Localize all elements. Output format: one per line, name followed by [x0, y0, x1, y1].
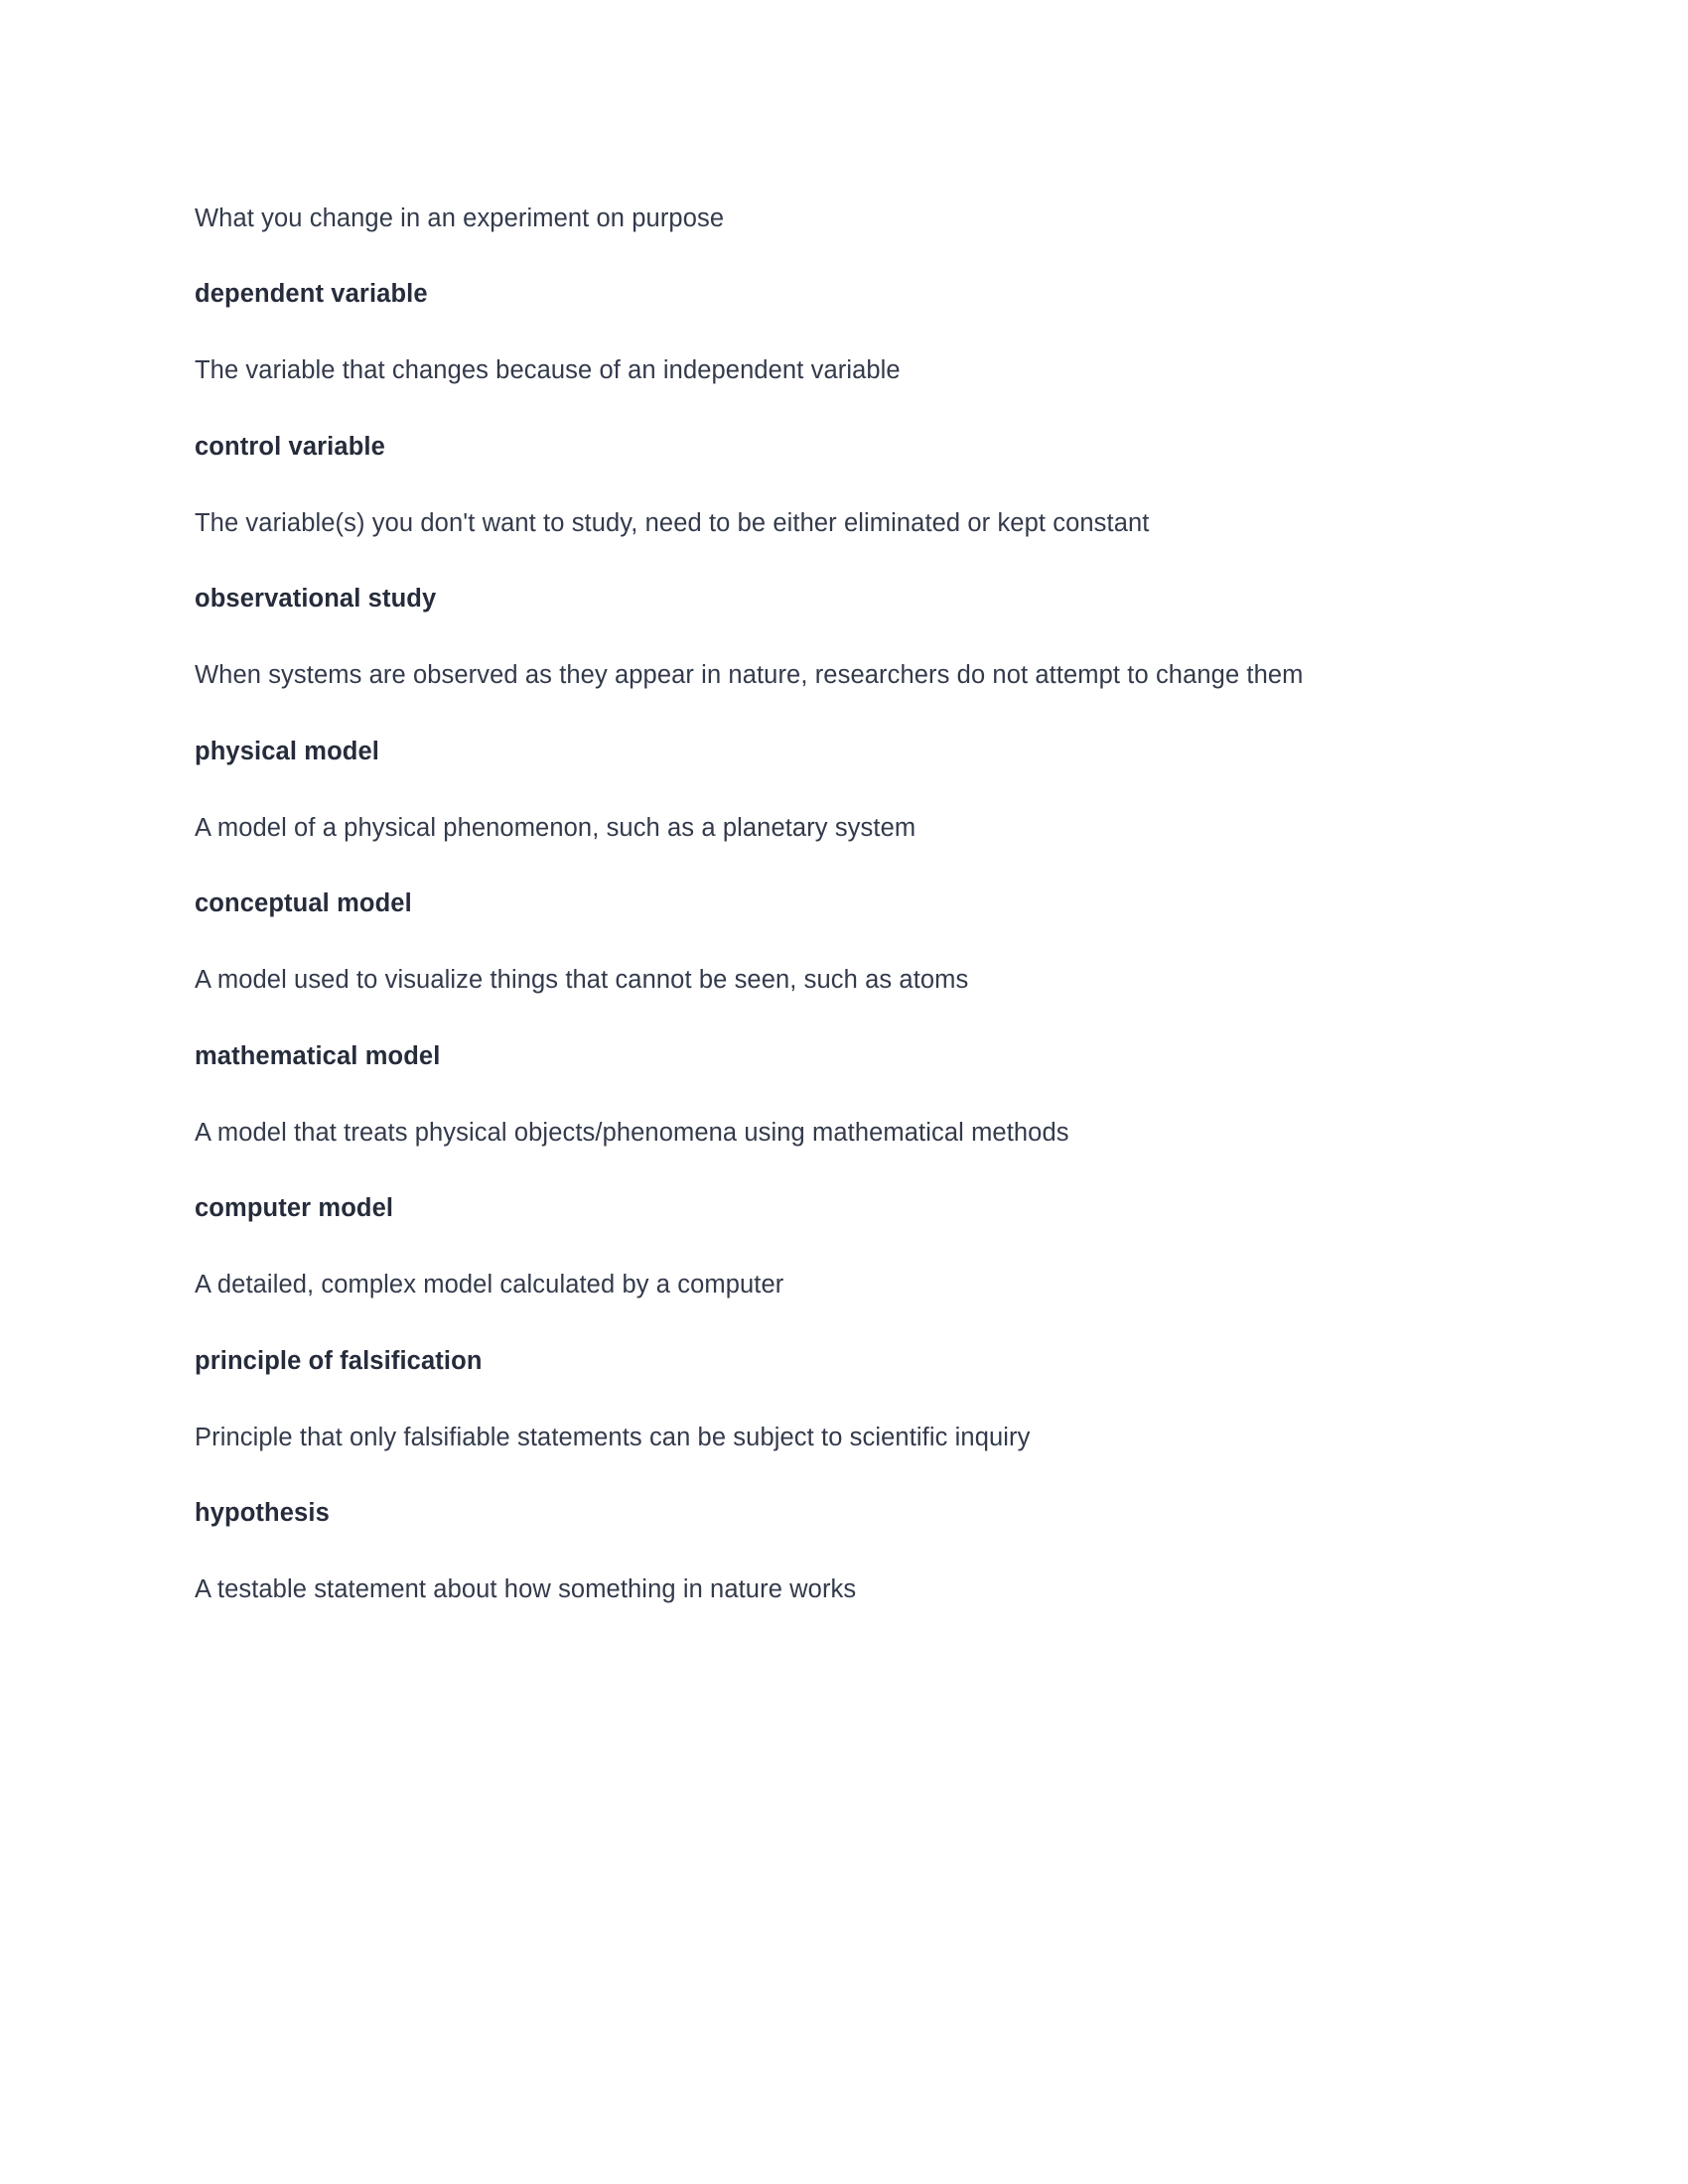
term-block — [195, 581, 1434, 616]
term-block — [195, 734, 1434, 769]
term-text: conceptual model — [195, 889, 412, 918]
term-text: dependent variable — [195, 280, 428, 309]
term-text: observational study — [195, 585, 437, 614]
term-block — [195, 1495, 1434, 1531]
definition-block — [195, 350, 1434, 390]
definition-block — [195, 199, 1434, 238]
definition-text: The variable that changes because of an independent variable — [195, 356, 901, 385]
definition-text: A model that treats physical objects/phenomena using mathematical methods — [195, 1118, 1069, 1147]
definition-text: A model of a physical phenomenon, such as a planetary system — [195, 813, 916, 842]
term-text: computer model — [195, 1194, 394, 1223]
term-text: physical model — [195, 737, 380, 765]
definition-block — [195, 1418, 1434, 1457]
definition-text: When systems are observed as they appear in nature, researchers do not attempt to change them — [195, 661, 1304, 690]
definition-text: A model used to visualize things that cannot be seen, such as atoms — [195, 966, 969, 995]
definition-text: What you change in an experiment on purpose — [195, 205, 725, 232]
definition-block — [195, 1265, 1434, 1304]
definition-text: Principle that only falsifiable statements can be subject to scientific inquiry — [195, 1423, 1031, 1451]
definition-text: A testable statement about how something in nature works — [195, 1575, 857, 1604]
term-block — [195, 429, 1434, 465]
term-text: mathematical model — [195, 1041, 441, 1070]
definition-block — [195, 655, 1434, 695]
term-block — [195, 1343, 1434, 1379]
term-text: control variable — [195, 432, 385, 461]
definition-text: The variable(s) you don't want to study, need to be either eliminated or kept constant — [195, 508, 1150, 537]
term-text: hypothesis — [195, 1499, 330, 1528]
definition-block — [195, 960, 1434, 1000]
definition-text: A detailed, complex model calculated by a computer — [195, 1271, 784, 1299]
term-block — [195, 276, 1434, 312]
term-block — [195, 1190, 1434, 1226]
definition-block — [195, 1113, 1434, 1153]
definition-block — [195, 503, 1434, 543]
document-content — [195, 199, 1434, 1610]
definition-block — [195, 1570, 1434, 1609]
term-block — [195, 1038, 1434, 1074]
term-text: principle of falsification — [195, 1346, 483, 1375]
term-block — [195, 886, 1434, 921]
definition-block — [195, 808, 1434, 848]
